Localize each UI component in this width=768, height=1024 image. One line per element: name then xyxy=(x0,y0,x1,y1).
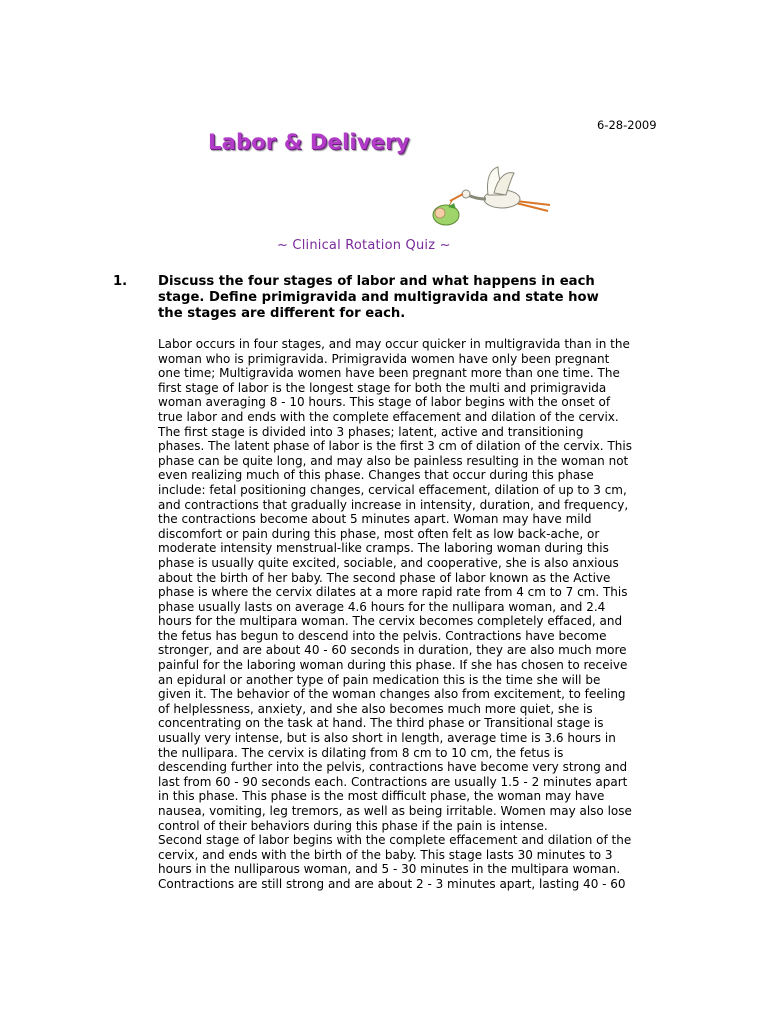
question-line: stage. Define primigravida and multigravida and state how xyxy=(158,290,599,305)
answer-line: first stage of labor is the longest stage for both the multi and primigravida xyxy=(158,380,607,395)
page-title: Labor & Delivery xyxy=(208,130,410,154)
answer-line: include: fetal positioning changes, cervical effacement, dilation of up to 3 cm, xyxy=(158,482,627,497)
answer-line: cervix, and ends with the birth of the baby. This stage lasts 30 minutes to 3 xyxy=(158,847,613,862)
answer-line: given it. The behavior of the woman changes also from excitement, to feeling xyxy=(158,687,626,702)
answer-line: control of their behaviors during this phase if the pain is intense. xyxy=(158,818,548,833)
answer-line: Second stage of labor begins with the complete effacement and dilation of the xyxy=(158,833,632,848)
answer-line: true labor and ends with the complete effacement and dilation of the cervix. xyxy=(158,409,619,424)
answer-line: last from 60 - 90 seconds each. Contractions are usually 1.5 - 2 minutes apart xyxy=(158,774,628,789)
answer-line: about the birth of her baby. The second phase of labor known as the Active xyxy=(158,570,611,585)
answer-line: nausea, vomiting, leg tremors, as well as being irritable. Women may also lose xyxy=(158,804,632,818)
question-line: Discuss the four stages of labor and what happens in each xyxy=(158,274,595,289)
answer-line: in this phase. This phase is the most difficult phase, the woman may have xyxy=(158,789,605,804)
answer-line: phase is usually quite excited, sociable, and cooperative, she is also anxious xyxy=(158,555,619,570)
answer-line: discomfort or pain during this phase, most often felt as low back-ache, or xyxy=(158,526,600,541)
answer-line: hours in the nulliparous woman, and 5 - 30 minutes in the multipara woman. xyxy=(158,862,621,877)
answer-line: painful for the laboring woman during this phase. If she has chosen to receive xyxy=(158,658,628,673)
answer-line: the nullipara. The cervix is dilating from 8 cm to 10 cm, the fetus is xyxy=(158,745,564,760)
answer-line: hours for the multipara woman. The cervix becomes completely effaced, and xyxy=(158,614,623,629)
question-text xyxy=(158,274,658,322)
stork-icon xyxy=(428,165,554,231)
answer-line: the fetus has begun to descend into the pelvis. Contractions have become xyxy=(158,628,607,643)
question-number: 1. xyxy=(113,274,128,289)
answer-line: of helplessness, anxiety, and she also becomes much more quiet, she is xyxy=(158,701,593,716)
answer-line: the contractions become about 5 minutes apart. Woman may have mild xyxy=(158,512,592,527)
answer-line: one time; Multigravida women have been pregnant more than one time. The xyxy=(158,366,620,381)
answer-line: phase usually lasts on average 4.6 hours for the nullipara woman, and 2.4 xyxy=(158,599,606,614)
answer-line: usually very intense, but is also short in length, average time is 3.6 hours in xyxy=(158,731,616,746)
answer-line: phase is where the cervix dilates at a more rapid rate from 4 cm to 7 cm. This xyxy=(158,585,628,600)
answer-line: The first stage is divided into 3 phases; latent, active and transitioning xyxy=(158,424,584,439)
answer-line: phases. The latent phase of labor is the first 3 cm of dilation of the cervix. This xyxy=(158,439,632,454)
answer-line: phase can be quite long, and may also be painless resulting in the woman not xyxy=(158,453,629,468)
answer-line: and contractions that gradually increase in intensity, duration, and frequency, xyxy=(158,497,629,512)
answer-line: concentrating on the task at hand. The third phase or Transitional stage is xyxy=(158,716,604,731)
answer-line: even realizing much of this phase. Changes that occur during this phase xyxy=(158,468,594,483)
answer-line: an epidural or another type of pain medication this is the time she will be xyxy=(158,672,601,687)
answer-line: woman averaging 8 - 10 hours. This stage of labor begins with the onset of xyxy=(158,395,611,410)
answer-line: descending further into the pelvis, contractions have become very strong and xyxy=(158,760,628,775)
answer-line: Contractions are still strong and are about 2 - 3 minutes apart, lasting 40 - 60 xyxy=(158,876,626,891)
question-line: the stages are different for each. xyxy=(158,306,406,321)
date: 6-28-2009 xyxy=(597,118,657,132)
answer-line: woman who is primigravida. Primigravida women have only been pregnant xyxy=(158,351,610,366)
answer-line: stronger, and are about 40 - 60 seconds in duration, they are also much more xyxy=(158,643,627,658)
quiz-subtitle: ~ Clinical Rotation Quiz ~ xyxy=(277,238,451,253)
answer-line: moderate intensity menstrual-like cramps. The laboring woman during this xyxy=(158,541,609,556)
answer-text xyxy=(158,337,668,892)
answer-line: Labor occurs in four stages, and may occur quicker in multigravida than in the xyxy=(158,337,630,351)
